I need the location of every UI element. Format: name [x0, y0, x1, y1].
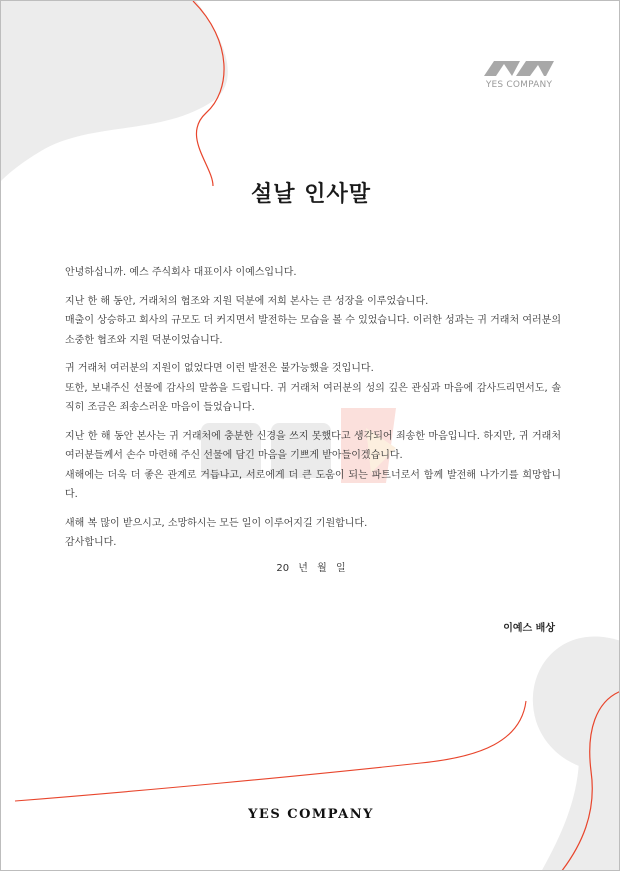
signature: 이예스 배상 [503, 623, 555, 634]
bottom-wave-curve [15, 701, 526, 801]
paragraph: 지난 한 해 동안 본사는 귀 거래처에 충분한 신경을 쓰지 못했다고 생각되어 죄송한 마음입니다. 하지만, 귀 거래처 여러분들께서 손수 마련해 주신 선물에 담긴 마음을 기쁘게 받아들이겠습니다. 새해에는 더욱 더 좋은 관계로 거듭나고, 서로에게 더 큰 도움이 되는 파트너로서 함께 발전해 나가기를 희망합니다. [65, 430, 561, 500]
logo-mark-icon [482, 59, 556, 77]
document-title: 설날 인사말 [251, 182, 371, 207]
letter-body [65, 263, 561, 562]
date-line: 20 년 월 일 [276, 563, 346, 574]
logo-brand-text: YES COMPANY [485, 80, 553, 90]
footer-company-name: YES COMPANY [248, 807, 374, 822]
paragraph: 안녕하십니까. 예스 주식회사 대표이사 이예스입니다. [65, 267, 297, 278]
paragraph: 새해 복 많이 받으시고, 소망하시는 모든 일이 이루어지길 기원합니다. 감사합니다. [65, 517, 368, 548]
paragraph: 지난 한 해 동안, 거래처의 협조와 지원 덕분에 저희 본사는 큰 성장을 이루었습니다. 매출이 상승하고 회사의 규모도 더 커지면서 발전하는 모습을 볼 수 있었습니다. 이러한 성과는 귀 거래처 여러분의 소중한 협조와 지원 덕분이었습니다. [65, 295, 561, 346]
top-left-shape [1, 1, 228, 181]
company-logo [479, 59, 559, 90]
paragraph: 귀 거래처 여러분의 지원이 없었다면 이런 발전은 불가능했을 것입니다. 또한, 보내주신 선물에 감사의 말씀을 드립니다. 귀 거래처 여러분의 성의 깊은 관심과 마음에 감사드리면서도, 솔직히 조금은 죄송스러운 마음이 들었습니다. [65, 363, 561, 413]
